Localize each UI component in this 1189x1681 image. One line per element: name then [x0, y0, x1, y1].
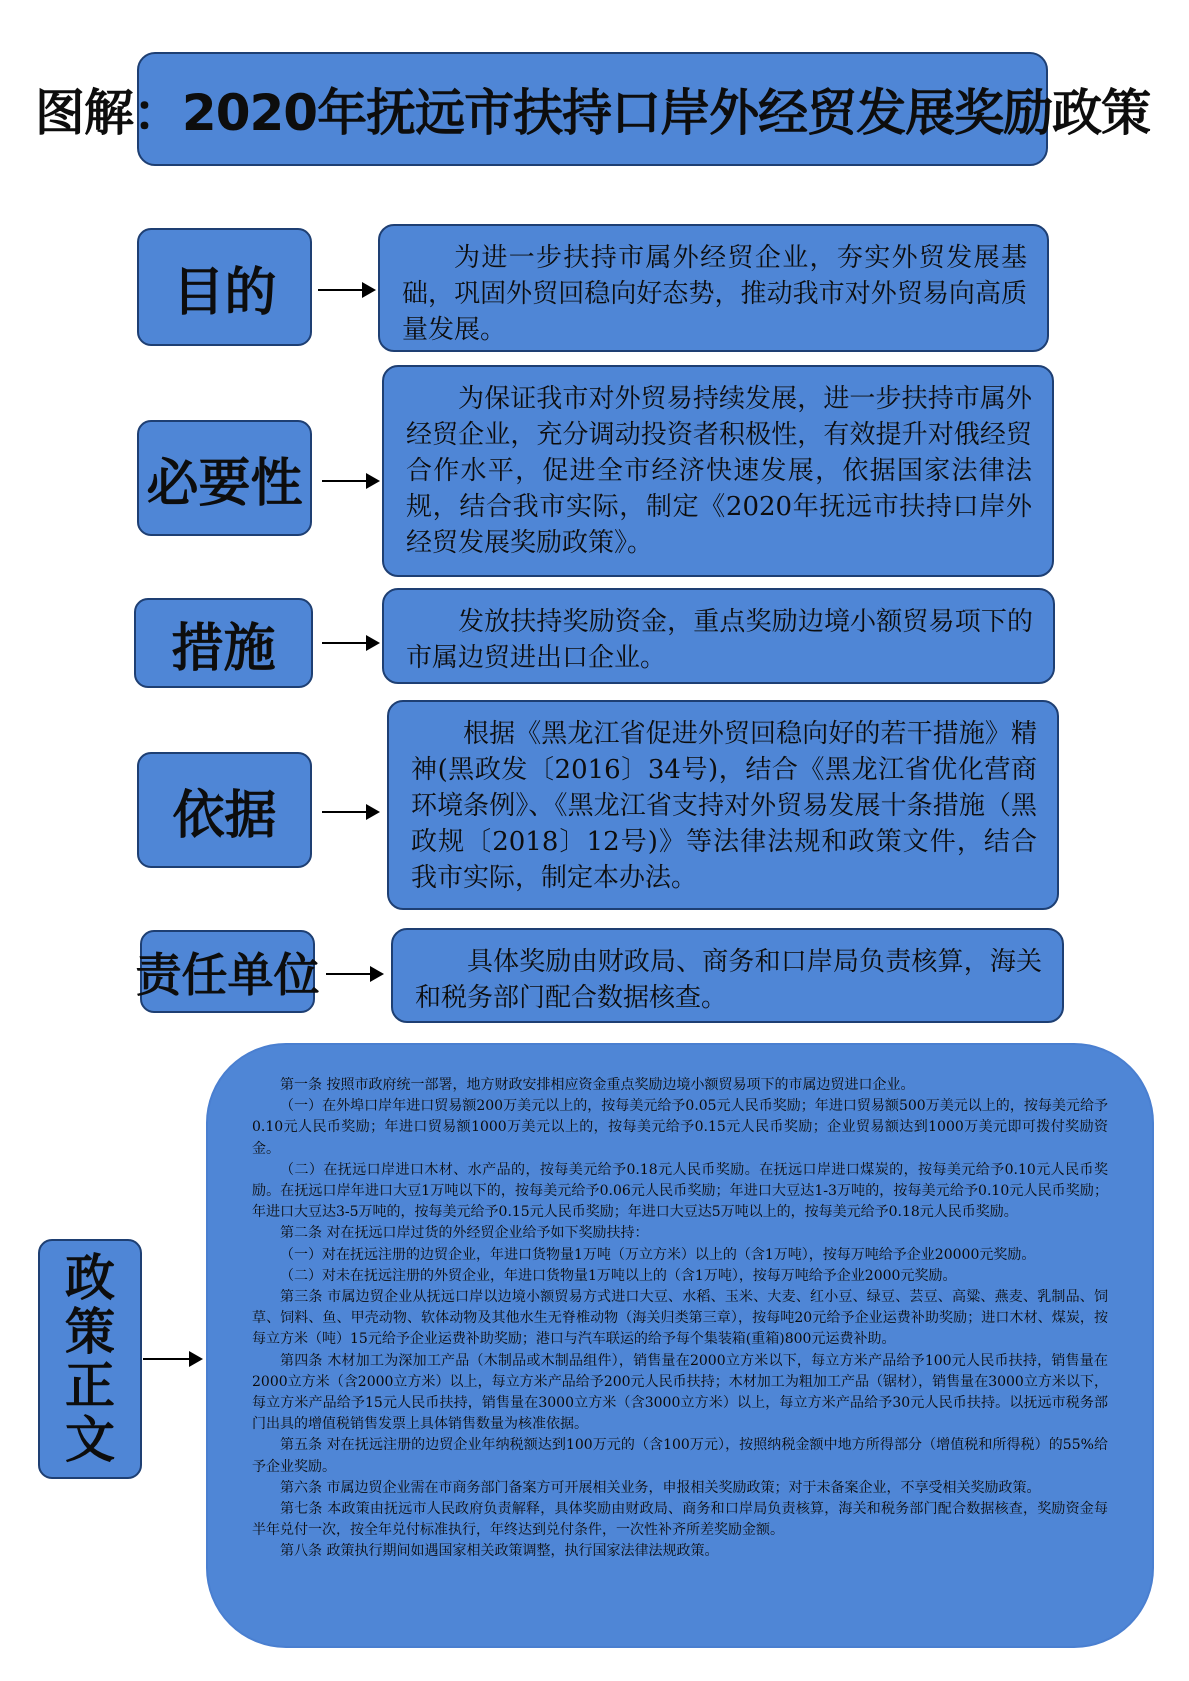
label-necessity: 必要性 [137, 420, 312, 536]
policy-text-box [206, 1043, 1154, 1648]
label-measures: 措施 [134, 598, 313, 688]
content-measures: 发放扶持奖励资金，重点奖励边境小额贸易项下的市属边贸进出口企业。 [382, 588, 1055, 684]
policy-article: （一）对在抚远注册的边贸企业，年进口货物量1万吨（万立方米）以上的（含1万吨），按每万吨给予企业20000元奖励。 [280, 1246, 1036, 1263]
content-responsible-unit: 具体奖励由财政局、商务和口岸局负责核算，海关和税务部门配合数据核查。 [391, 928, 1064, 1023]
arrow-right-icon [318, 289, 373, 291]
policy-article: 第三条 市属边贸企业从抚远口岸以边境小额贸易方式进口大豆、水稻、玉米、大麦、红小豆、绿豆、芸豆、高粱、燕麦、乳制品、饲草、饲料、鱼、甲壳动物、软体动物及其他水生无脊椎动物（海关归类第三章），按每吨20元给予企业运费补助奖励；进口木材、煤炭，按每立方米（吨）15元给予企业运费补助奖励；港口与汽车联运的给予每个集装箱(重箱)800元运费补助。 [252, 1289, 1108, 1348]
page-title: 图解：2020年抚远市扶持口岸外经贸发展奖励政策 [137, 52, 1048, 166]
policy-article: （一）在外埠口岸年进口贸易额200万美元以上的，按每美元给予0.05元人民币奖励；年进口贸易额500万美元以上的，按每美元给予0.10元人民币奖励；年进口贸易额1000万美元以上的，按每美元给予0.15元人民币奖励；企业贸易额达到1000万美元即可拨付奖励资金。 [252, 1098, 1108, 1157]
arrow-right-icon [322, 811, 377, 813]
arrow-right-icon [322, 642, 377, 644]
policy-article: （二）对未在抚远注册的外贸企业，年进口货物量1万吨以上的（含1万吨），按每万吨给予企业2000元奖励。 [280, 1267, 957, 1284]
label-char: 文 [65, 1411, 115, 1469]
arrow-right-icon [143, 1358, 200, 1360]
label-purpose: 目的 [137, 228, 312, 346]
content-purpose: 为进一步扶持市属外经贸企业，夯实外贸发展基础，巩固外贸回稳向好态势，推动我市对外贸易向高质量发展。 [378, 224, 1049, 352]
label-char: 正 [65, 1357, 115, 1415]
policy-article: 第八条 政策执行期间如遇国家相关政策调整，执行国家法律法规政策。 [280, 1543, 719, 1560]
arrow-right-icon [322, 480, 377, 482]
content-necessity: 为保证我市对外贸易持续发展，进一步扶持市属外经贸企业，充分调动投资者积极性，有效提升对俄经贸合作水平，促进全市经济快速发展，依据国家法律法规，结合我市实际，制定《2020年抚远市扶持口岸外经贸发展奖励政策》。 [382, 365, 1054, 577]
policy-article: 第六条 市属边贸企业需在市商务部门备案方可开展相关业务，申报相关奖励政策；对于未备案企业，不享受相关奖励政策。 [280, 1479, 1041, 1496]
content-basis: 根据《黑龙江省促进外贸回稳向好的若干措施》精神(黑政发〔2016〕34号)，结合《黑龙江省优化营商环境条例》、《黑龙江省支持对外贸易发展十条措施（黑政规〔2018〕12号)》等法律法规和政策文件，结合我市实际，制定本办法。 [387, 700, 1059, 910]
policy-article: 第五条 对在抚远注册的边贸企业年纳税额达到100万元的（含100万元），按照纳税金额中地方所得部分（增值税和所得税）的55%给予企业奖励。 [252, 1437, 1108, 1475]
policy-article: 第四条 木材加工为深加工产品（木制品或木制品组件），销售量在2000立方米以下，每立方米产品给予100元人民币扶持，销售量在2000立方米（含2000立方米）以上，每立方米产品给予200元人民币扶持；木材加工为粗加工产品（锯材），销售量在3000立方米以下，每立方米产品给予15元人民币扶持，销售量在3000立方米（含3000立方米）以上，每立方米产品给予30元人民币扶持。以抚远市税务部门出具的增值税销售发票上具体销售数量为核准依据。 [252, 1352, 1108, 1433]
label-responsible-unit: 责任单位 [140, 930, 315, 1013]
label-policy-text [38, 1239, 142, 1479]
label-basis: 依据 [137, 752, 312, 868]
arrow-right-icon [326, 973, 381, 975]
label-char: 策 [65, 1303, 115, 1361]
policy-article: 第二条 对在抚远口岸过货的外经贸企业给予如下奖励扶持： [280, 1225, 649, 1242]
label-char: 政 [65, 1249, 115, 1307]
policy-article: 第七条 本政策由抚远市人民政府负责解释，具体奖励由财政局、商务和口岸局负责核算，海关和税务部门配合数据核查，奖励资金每半年兑付一次，按全年兑付标准执行，年终达到兑付条件，一次性补齐所差奖励金额。 [252, 1501, 1108, 1539]
policy-article: （二）在抚远口岸进口木材、水产品的，按每美元给予0.18元人民币奖励。在抚远口岸进口煤炭的，按每美元给予0.10元人民币奖励。在抚远口岸年进口大豆1万吨以下的，按每美元给予0.06元人民币奖励；年进口大豆达1-3万吨的，按每美元给予0.10元人民币奖励；年进口大豆达3-5万吨的，按每美元给予0.15元人民币奖励；年进口大豆达5万吨以上的，按每美元给予0.18元人民币奖励。 [252, 1161, 1108, 1221]
policy-article: 第一条 按照市政府统一部署，地方财政安排相应资金重点奖励边境小额贸易项下的市属边贸进口企业。 [280, 1077, 915, 1093]
